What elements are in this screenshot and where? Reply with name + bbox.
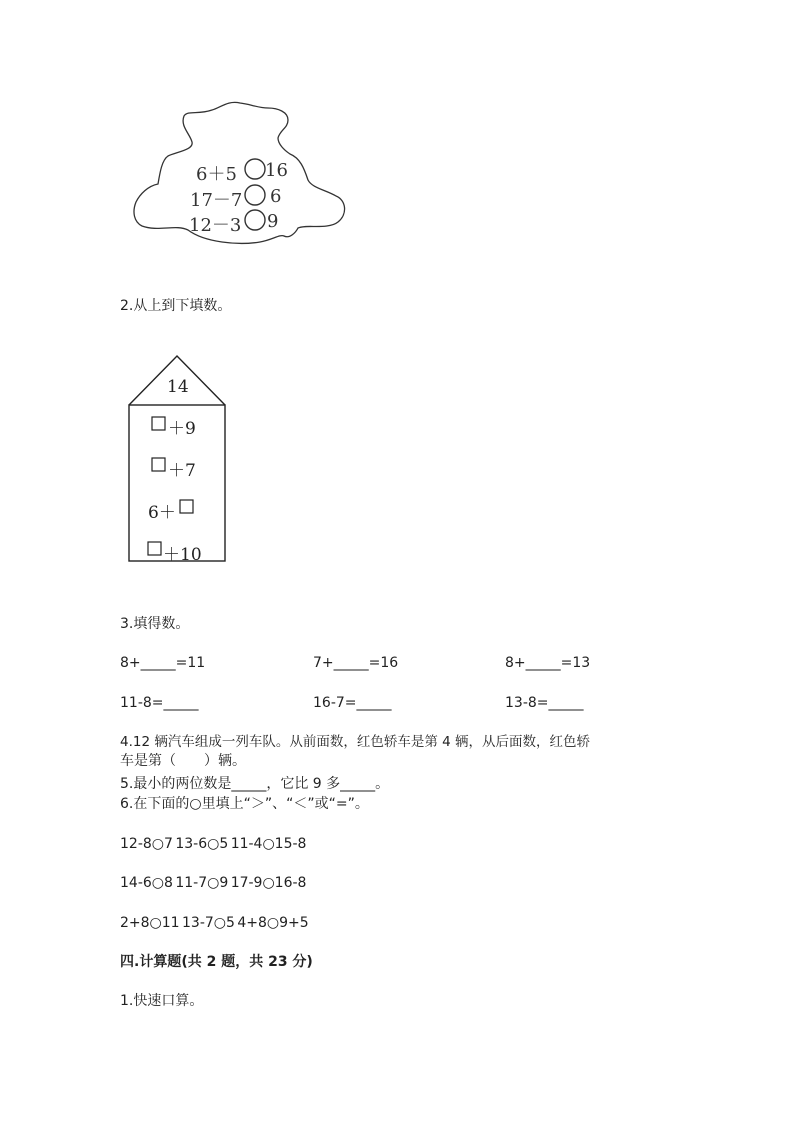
house-row: ＋10 [163,545,202,565]
question-2-title: 2.从上到下填数。 [120,298,232,314]
fill-blank-item[interactable]: 13-8=_____ [505,695,584,711]
answer-box[interactable] [148,542,161,555]
house-row: ＋7 [168,461,196,481]
question-4-line1: 4.12 辆汽车组成一列车队。从前面数，红色轿车是第 4 辆，从后面数，红色轿 [120,734,591,750]
fill-blank-item[interactable]: 16-7=_____ [313,695,392,711]
fill-blank-item[interactable]: 8+_____=13 [505,655,591,671]
compare-row: 12-8○7 13-6○5 11-4○15-8 [120,836,307,852]
section-heading: 四.计算题(共 2 题，共 23 分) [120,954,313,970]
compare-row: 2+8○11 13-7○5 4+8○9+5 [120,915,309,931]
cloud-eq-right: 16 [265,160,288,181]
question-5: 5.最小的两位数是_____，它比 9 多_____。 [120,776,390,792]
cloud-eq-left: 6＋5 [196,164,237,185]
question-4-line2: 车是第（ ）辆。 [120,753,246,769]
answer-box[interactable] [152,417,165,430]
answer-box[interactable] [180,500,193,513]
compare-circle[interactable] [245,185,265,205]
answer-box[interactable] [152,458,165,471]
question-6-title: 6.在下面的○里填上“＞”、“＜”或“=”。 [120,796,369,812]
fill-blank-item[interactable]: 7+_____=16 [313,655,399,671]
house-row: 6＋ [148,503,176,523]
house-roof-number: 14 [167,377,189,397]
compare-row: 14-6○8 11-7○9 17-9○16-8 [120,875,307,891]
compare-circle[interactable] [245,159,265,179]
cloud-eq-left: 17－7 [190,190,243,211]
house-row: ＋9 [168,419,196,439]
cloud-eq-left: 12－3 [189,215,242,236]
section-4-question-1: 1.快速口算。 [120,993,204,1009]
fill-blank-item[interactable]: 11-8=_____ [120,695,199,711]
cloud-eq-right: 6 [270,186,282,207]
question-3-title: 3.填得数。 [120,616,190,632]
compare-circle[interactable] [245,210,265,230]
fill-blank-item[interactable]: 8+_____=11 [120,655,206,671]
cloud-eq-right: 9 [267,211,279,232]
